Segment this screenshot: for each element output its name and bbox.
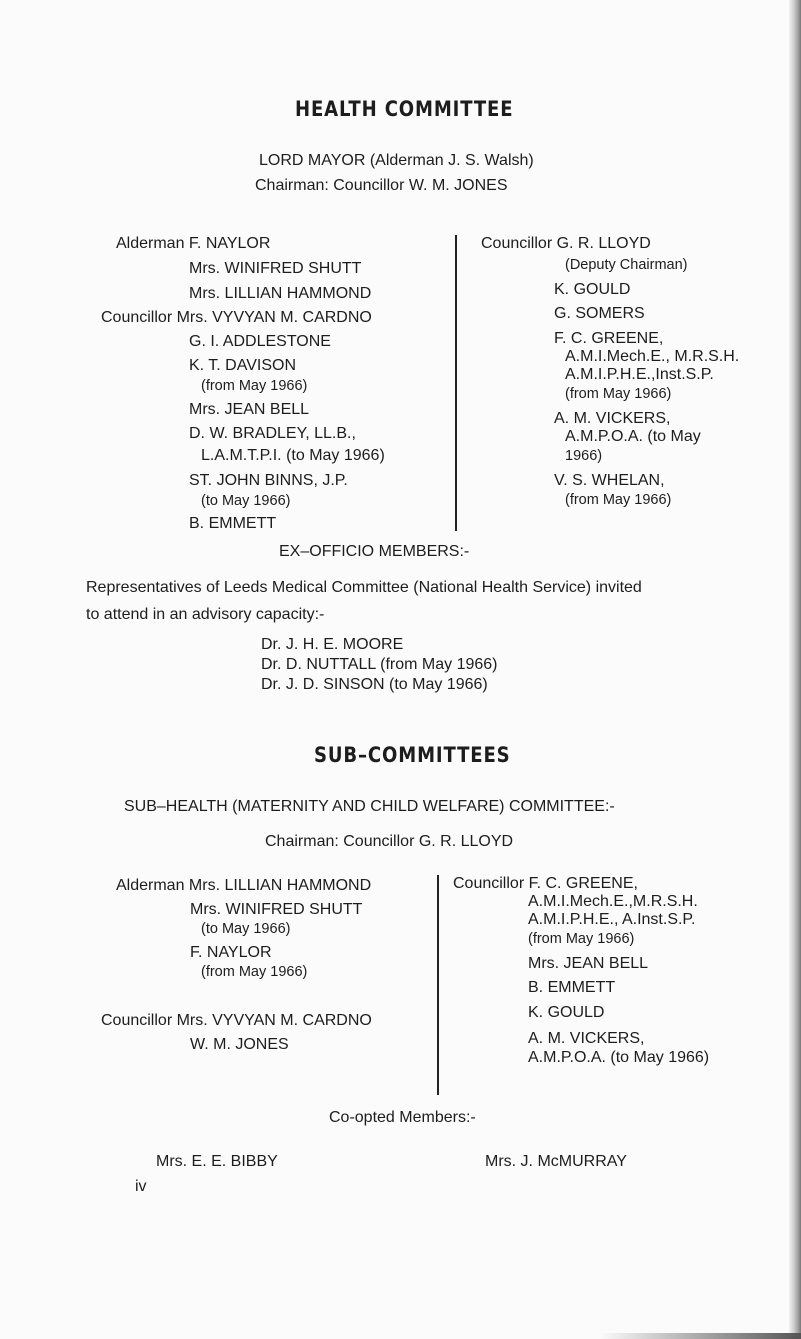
column-divider [455, 235, 457, 531]
sub-chairman: Chairman: Councillor G. R. LLOYD [265, 833, 514, 850]
member-line: A. M. VICKERS, [554, 410, 671, 427]
member-line: A.M.I.Mech.E., M.R.S.H. [565, 348, 740, 365]
member-line: L.A.M.T.P.I. (to May 1966) [201, 447, 385, 464]
doctor-line: Dr. J. H. E. MOORE [261, 636, 404, 653]
sub-member-line: F. NAYLOR [190, 944, 272, 961]
member-line: Mrs. LILLIAN HAMMOND [189, 285, 372, 302]
sub-member-line: Mrs. WINIFRED SHUTT [190, 901, 363, 918]
page-title: HEALTH COMMITTEE [295, 97, 514, 121]
sub-member-line: (to May 1966) [201, 921, 291, 937]
member-line: Mrs. WINIFRED SHUTT [189, 260, 362, 277]
sub-member-line: Councillor Mrs. VYVYAN M. CARDNO [101, 1012, 372, 1029]
member-line: Alderman F. NAYLOR [116, 235, 271, 252]
member-line: (Deputy Chairman) [565, 257, 688, 273]
member-line: B. EMMETT [189, 515, 277, 532]
member-line: G. SOMERS [554, 305, 645, 322]
page-bottom-shadow [600, 1333, 801, 1339]
member-line: Councillor Mrs. VYVYAN M. CARDNO [101, 309, 372, 326]
sub-member-line: Alderman Mrs. LILLIAN HAMMOND [116, 877, 372, 894]
sub-member-line: A.M.I.P.H.E., A.Inst.S.P. [528, 911, 696, 928]
coopted-member: Mrs. E. E. BIBBY [156, 1153, 278, 1170]
sub-health-heading: SUB–HEALTH (MATERNITY AND CHILD WELFARE) COMMITTEE:- [124, 798, 615, 815]
chairman: Chairman: Councillor W. M. JONES [255, 177, 508, 194]
member-line: (from May 1966) [565, 386, 672, 402]
member-line: Councillor G. R. LLOYD [481, 235, 651, 252]
sub-committees-title: SUB–COMMITTEES [314, 743, 511, 767]
member-line: V. S. WHELAN, [554, 472, 665, 489]
member-line: F. C. GREENE, [554, 330, 664, 347]
coopted-member: Mrs. J. McMURRAY [485, 1153, 627, 1170]
member-line: K. GOULD [554, 281, 631, 298]
sub-member-line: Councillor F. C. GREENE, [453, 875, 638, 892]
doctor-line: Dr. D. NUTTALL (from May 1966) [261, 656, 498, 673]
sub-member-line: (from May 1966) [201, 964, 308, 980]
page-number: iv [135, 1178, 147, 1195]
member-line: 1966) [565, 448, 603, 464]
member-line: A.M.I.P.H.E.,Inst.S.P. [565, 366, 714, 383]
sub-column-divider [437, 875, 439, 1095]
member-line: (from May 1966) [201, 378, 308, 394]
page-edge-shadow [789, 0, 801, 1339]
sub-member-line: B. EMMETT [528, 979, 616, 996]
ex-officio-heading: EX–OFFICIO MEMBERS:- [279, 543, 470, 560]
sub-member-line: (from May 1966) [528, 931, 635, 947]
sub-member-line: A.M.I.Mech.E.,M.R.S.H. [528, 893, 698, 910]
sub-member-line: K. GOULD [528, 1004, 605, 1021]
member-line: (to May 1966) [201, 493, 291, 509]
sub-member-line: Mrs. JEAN BELL [528, 955, 649, 972]
lord-mayor: LORD MAYOR (Alderman J. S. Walsh) [259, 152, 534, 169]
sub-member-line: W. M. JONES [190, 1036, 289, 1053]
doctor-line: Dr. J. D. SINSON (to May 1966) [261, 676, 488, 693]
member-line: G. I. ADDLESTONE [189, 333, 331, 350]
member-line: ST. JOHN BINNS, J.P. [189, 472, 348, 489]
representatives-text: to attend in an advisory capacity:- [86, 606, 325, 623]
sub-member-line: A.M.P.O.A. (to May 1966) [528, 1049, 710, 1066]
coopted-heading: Co-opted Members:- [329, 1109, 476, 1126]
member-line: A.M.P.O.A. (to May [565, 428, 701, 445]
member-line: (from May 1966) [565, 492, 672, 508]
member-line: D. W. BRADLEY, LL.B., [189, 425, 356, 442]
sub-member-line: A. M. VICKERS, [528, 1030, 645, 1047]
member-line: Mrs. JEAN BELL [189, 401, 310, 418]
member-line: K. T. DAVISON [189, 357, 296, 374]
representatives-text: Representatives of Leeds Medical Committee (National Health Service) invited [86, 579, 642, 596]
